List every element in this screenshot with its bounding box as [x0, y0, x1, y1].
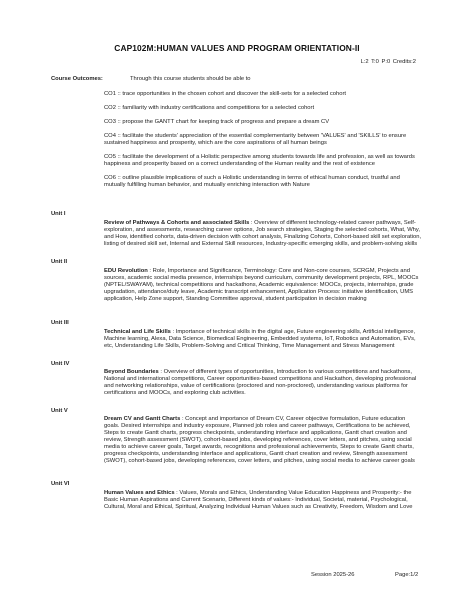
unit-text: : Role, Importance and Significance, Terminology: Core and Non-core courses, SCRGM, Projects and sources, academic social media presence, internships beyond curriculum, community development projects, RPL, MOOCs (NPTEL/SWAYAM), technical competitions and hackathons, Academic equivalence: MOOCs, projects, internships, grade upgradation, attendance/duty leave, Academic transcript enhancement, Application Process: initiative identification, UMS application, Help Zone support, Standing Committee approval, student participation in decision making: [104, 268, 419, 302]
unit-title: Human Values and Ethics: [104, 490, 175, 496]
unit-label: Unit III: [51, 320, 69, 326]
unit-description: [104, 369, 422, 397]
unit-text: : Importance of technical skills in the digital age, Future engineering skills, Artificial intelligence, Machine learning, Alexa, Data Science, Biomedical Engineering, Embedded systems, IoT, Robotics and Automation, EVs, etc, Understanding Life Skills, Problem-Solving and Critical Thinking, Time Management and Stress Management: [104, 329, 416, 349]
unit-description: [104, 268, 422, 303]
unit-label: Unit II: [51, 259, 68, 265]
session-label: Session 2025-26: [311, 572, 355, 578]
unit-description: [104, 329, 422, 350]
course-outcome-item: CO4 :: facilitate the students' appreciation of the essential complementarity between 'VALUES' and 'SKILLS' to ensure sustained happiness and prosperity, which are the core aspirations of all human beings: [104, 133, 407, 146]
unit-text: : Overview of different types of opportunities, Introduction to various competitions and hackathons, National and international competitions, Career opportunities-based competitions and Hackathon, developing professional and networking relationships, value of certifications (proctored and non-proctored), understanding various platforms for certifications and MOOCs, and exploring club activities.: [104, 369, 417, 396]
unit-title: EDU Revolution: [104, 268, 148, 274]
page-number: Page:1/2: [395, 572, 419, 578]
course-outcome-item: CO2 :: familiarity with industry certifications and competitions for a selected cohort: [104, 105, 315, 111]
unit-title: Dream CV and Gantt Charts: [104, 416, 181, 422]
course-outcomes-intro: Through this course students should be able to: [130, 76, 251, 82]
unit-label: Unit I: [51, 211, 66, 217]
unit-title: Technical and Life Skills: [104, 329, 171, 335]
unit-text: : Concept and importance of Dream CV, Career objective formulation, Future education goals. Desired internships and industry exposure, Planned job roles and career pathways, Certifications to be achieved, Steps to create Gantt charts, progress checkpoints, understanding interface and applications, Gantt chart creation and review, Strength assessment (SWOT), cohort-based jobs, developing references, cover letters, and pitches, using social media to achieve career goals, Target awards, recognitions and professional achievements, Steps to create Gantt charts, progress checkpoints, understanding interface and applications, Gantt chart creation and review, Strength assessment (SWOT), cohort-based jobs, developing references, cover letters, and pitches, using social media to achieve career goals: [104, 416, 415, 464]
course-outcome-item: CO3 :: propose the GANTT chart for keeping track of progress and prepare a dream CV: [104, 119, 330, 125]
course-outcome-item: CO1 :: trace opportunities in the chosen cohort and discover the skill-sets for a selected cohort: [104, 91, 346, 97]
course-outcome-item: CO5 :: facilitate the development of a Holistic perspective among students towards life and profession, as well as towards happiness and prosperity based on a correct understanding of the Human reality and the rest of existence: [104, 154, 415, 167]
unit-description: [104, 490, 422, 511]
unit-label: Unit IV: [51, 361, 70, 367]
unit-text: : Overview of different technology-related career pathways, Self-exploration, and assessments, researching career options, Job search strategies, Staging the selected cohorts, What, Why, and How, identified cohorts, data-driven decision with cohort analysis, Finalizing Cohorts, Cohort-based skill set exploration, listing of desired skill set, Internal and External Skill resources, Industry-specific emerging skills, and problem-solving skills: [104, 220, 422, 247]
course-outcomes-list: [104, 91, 422, 196]
unit-label: Unit V: [51, 408, 68, 414]
unit-title: Beyond Boundaries: [104, 369, 159, 375]
course-title: CAP102M:HUMAN VALUES AND PROGRAM ORIENTATION-II: [114, 43, 360, 53]
unit-title: Review of Pathways & Cohorts and associated Skills: [104, 220, 250, 226]
unit-description: [104, 416, 422, 465]
course-outcomes-label: Course Outcomes:: [51, 76, 103, 82]
course-outcome-item: CO6 :: outline plausible implications of such a Holistic understanding in terms of ethical human conduct, trustful and mutually fulfilling human behavior, and mutually enriching interaction with Nature: [104, 175, 400, 188]
unit-description: [104, 220, 422, 248]
unit-text: : Values, Morals and Ethics, Understanding Value Education Happiness and Prosperity:- the Basic Human Aspirations and Current Scenario, Different kinds of values:- Individual, Societal, material, Psychological, Cultural, Moral and Ethical, Spiritual, Analyzing Individual Human Values such as Creativity, Freedom, Wisdom and Love: [104, 490, 413, 510]
unit-label: Unit VI: [51, 481, 70, 487]
ltp-credits: L:2 T:0 P:0 Credits:2: [360, 59, 416, 65]
